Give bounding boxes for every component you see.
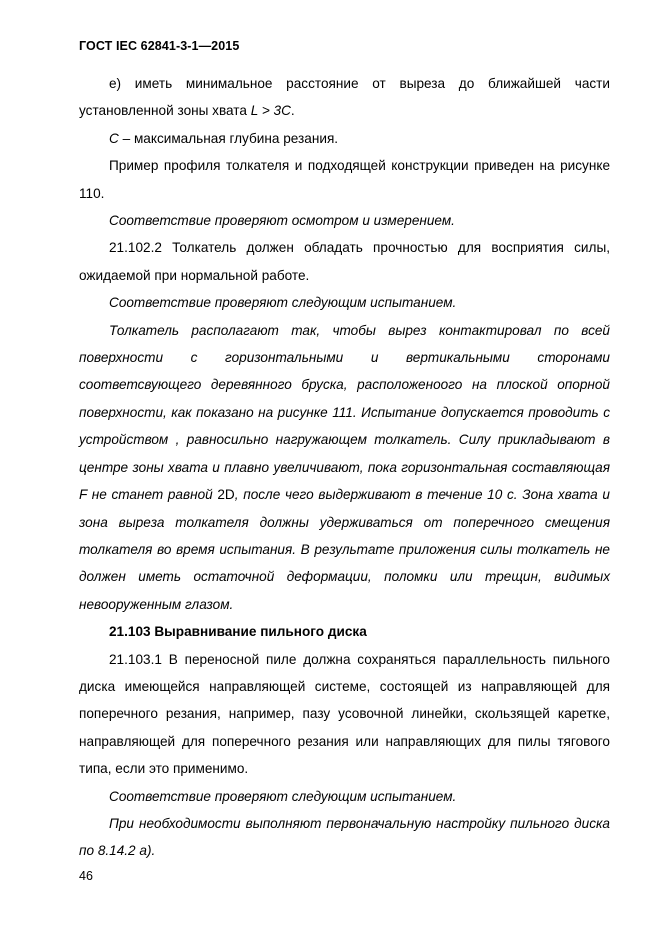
formula: L > 3C — [250, 103, 291, 119]
paragraph-text: , после чего выдерживают в течение 10 с. Зона хвата и зона выреза толкателя должны удерживаться от поперечного смещения толкателя во время испытания. В результате приложения силы толкатель не должен иметь остаточной деформации, поломки или трещин, видимых невооруженным глазом. — [79, 487, 610, 612]
section-heading-21-103: 21.103 Выравнивание пильного диска — [109, 624, 367, 640]
paragraph-text: – максимальная глубина резания. — [118, 130, 339, 146]
paragraph-initial-setup: При необходимости выполняют первоначальную настройку пильного диска по 8.14.2 а). — [79, 815, 610, 859]
document-header: ГОСТ IEC 62841-3-1—2015 — [79, 39, 240, 53]
symbol-c: C — [109, 130, 119, 146]
paragraph-compliance-test: Соответствие проверяют следующим испытанием. — [109, 295, 457, 311]
paragraph-21-102-2: 21.102.2 Толкатель должен обладать прочностью для восприятия силы, ожидаемой при нормальной работе. — [79, 240, 610, 283]
paragraph-test-procedure — [79, 317, 610, 618]
paragraph-example-profile: Пример профиля толкателя и подходящей конструкции приведен на рисунке 110. — [79, 158, 610, 201]
force-symbol: F — [79, 487, 88, 503]
paragraph-text: . — [290, 103, 295, 119]
paragraph-compliance-inspection: Соответствие проверяют осмотром и измерением. — [109, 213, 455, 229]
paragraph-compliance-test-2: Соответствие проверяют следующим испытанием. — [109, 788, 457, 804]
paragraph-e-min-distance — [79, 70, 610, 125]
force-value: 2D — [217, 487, 235, 503]
paragraph-text: не станет равной — [87, 487, 218, 503]
paragraph-21-103-1: 21.103.1 В переносной пиле должна сохраняться параллельность пильного диска имеющейся направляющей системе, состоящей из направляющей для поперечного резания, например, пазу усовочной линейки, скользящей каретке, направляющей для поперечного резания или направляющих для пилы тягового типа, если это применимо. — [79, 651, 610, 777]
paragraph-text: Толкатель располагают так, чтобы вырез контактировал по всей поверхности с горизонтальными и вертикальными сторонами соответсвующего деревянного бруска, расположеноого на плоской опорной поверхности, как показано на рисунке 111. Испытание допускается проводить с устройством , равносильно нагружающем толкатель. Силу прикладывают в центре зоны хвата и плавно увеличивают, пока горизонтальная составляющая — [79, 322, 610, 475]
paragraph-c-definition — [79, 125, 610, 152]
page-number: 46 — [79, 869, 93, 883]
paragraph-text: е) иметь минимальное расстояние от выреза до ближайшей части установленной зоны хвата — [79, 76, 610, 119]
document-body — [79, 70, 610, 865]
